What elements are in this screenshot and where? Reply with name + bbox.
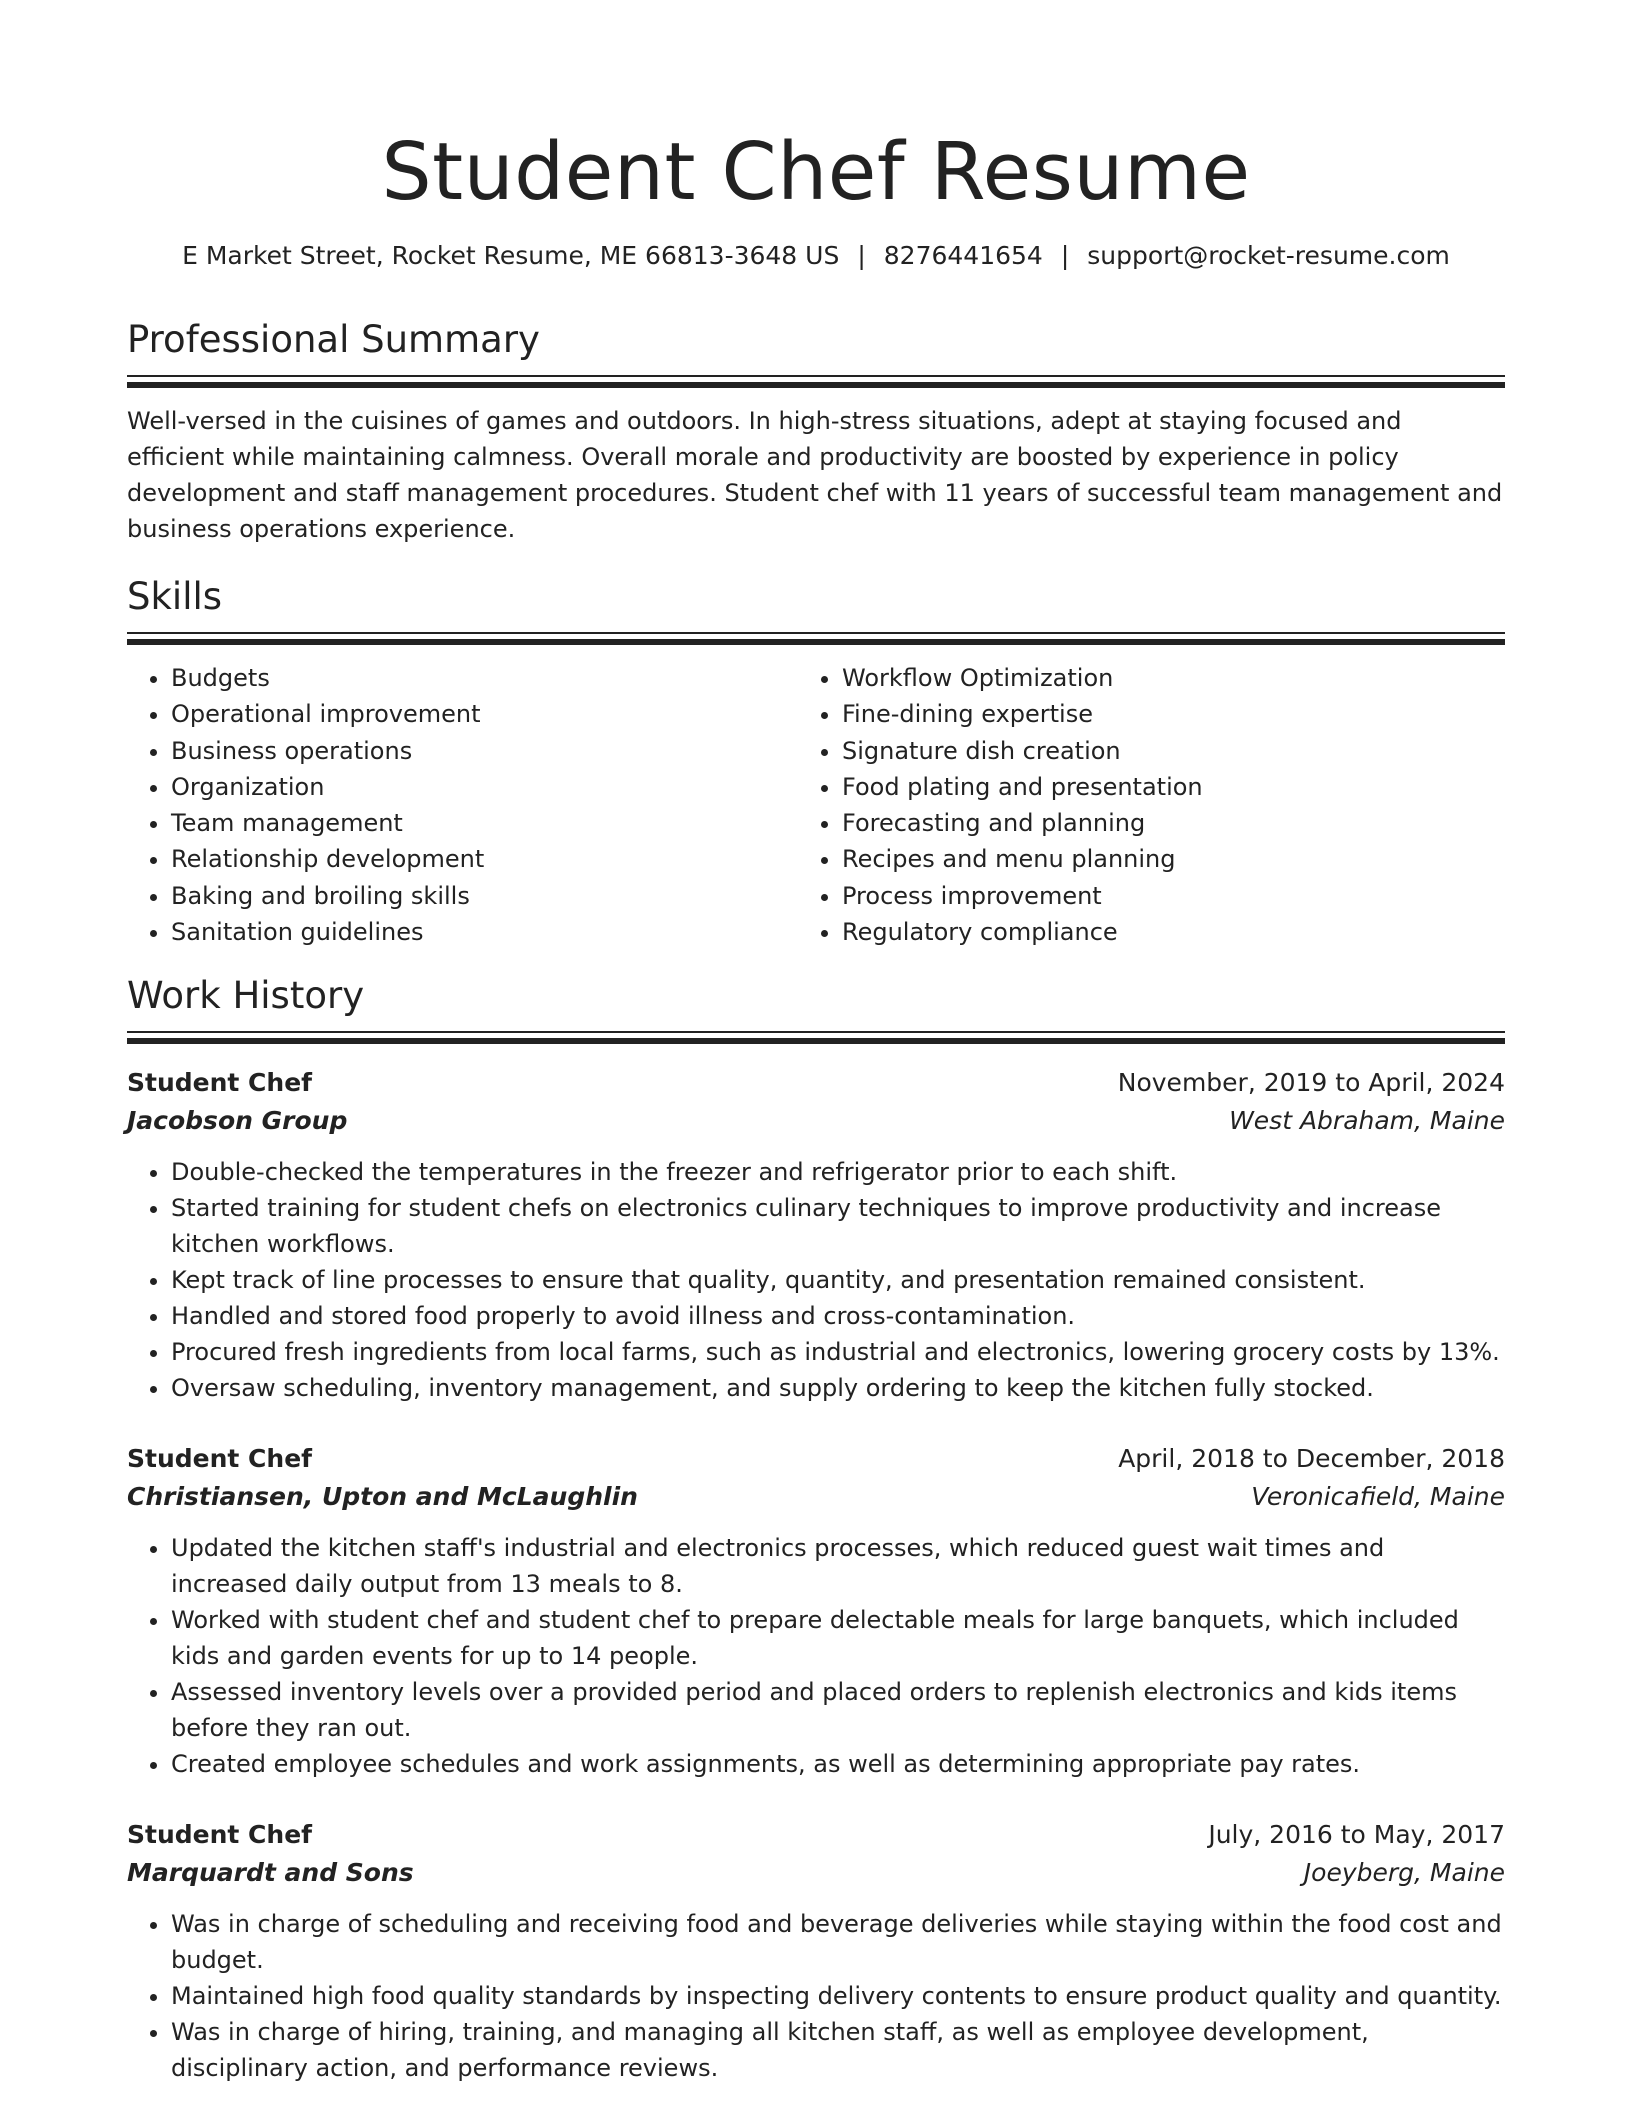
skill-item: • Organization — [171, 769, 811, 805]
skill-item: • Team management — [171, 805, 811, 841]
contact-separator: | — [857, 241, 866, 270]
resume-title: Student Chef Resume — [381, 126, 1251, 218]
skill-item: • Recipes and menu planning — [842, 841, 1482, 877]
skill-item: • Operational improvement — [171, 696, 811, 732]
job-company: Christiansen, Upton and McLaughlin — [127, 1482, 638, 1511]
job-duty-item: • Procured fresh ingredients from local farms, such as industrial and electronics, lowering grocery costs by 13%. — [171, 1334, 1505, 1370]
job-company: Jacobson Group — [127, 1106, 348, 1135]
contact-line — [127, 236, 1505, 276]
job-location: Veronicafield, Maine — [1251, 1482, 1505, 1511]
skill-item: • Signature dish creation — [842, 733, 1482, 769]
skill-item: • Forecasting and planning — [842, 805, 1482, 841]
job-company-row — [127, 1102, 1505, 1140]
skill-item: • Budgets — [171, 660, 811, 696]
skill-item: • Workflow Optimization — [842, 660, 1482, 696]
job-duties-list — [127, 1154, 1505, 1406]
skill-item: • Food plating and presentation — [842, 769, 1482, 805]
job-dates: April, 2018 to December, 2018 — [1118, 1444, 1505, 1473]
section-divider — [127, 632, 1505, 645]
job-duty-item: • Handled and stored food properly to avoid illness and cross-contamination. — [171, 1298, 1505, 1334]
section-heading-summary: Professional Summary — [127, 318, 540, 361]
job-duties-list — [127, 1906, 1505, 2086]
job-duty-item: • Updated the kitchen staff's industrial and electronics processes, which reduced guest wait times and increased daily output from 13 meals to 8. — [171, 1530, 1505, 1602]
section-divider — [127, 1031, 1505, 1044]
section-heading-work-history: Work History — [127, 974, 365, 1017]
contact-address: E Market Street, Rocket Resume, ME 66813-3648 US — [182, 241, 840, 270]
job-duty-item: • Maintained high food quality standards by inspecting delivery contents to ensure product quality and quantity. — [171, 1978, 1505, 2014]
skill-item: • Sanitation guidelines — [171, 914, 811, 950]
job-entry — [127, 1816, 1505, 2086]
contact-separator: | — [1060, 241, 1070, 270]
job-duty-item: • Started training for student chefs on electronics culinary techniques to improve productivity and increase kitchen workflows. — [171, 1190, 1505, 1262]
job-dates: November, 2019 to April, 2024 — [1117, 1068, 1505, 1097]
job-header-row — [127, 1440, 1505, 1478]
skill-item: • Relationship development — [171, 841, 811, 877]
job-title: Student Chef — [127, 1820, 313, 1849]
job-duties-list — [127, 1530, 1505, 1782]
job-dates: July, 2016 to May, 2017 — [1208, 1820, 1505, 1849]
job-duty-item: • Was in charge of scheduling and receiving food and beverage deliveries while staying within the food cost and budget. — [171, 1906, 1505, 1978]
job-header-row — [127, 1064, 1505, 1102]
skills-list-right — [798, 660, 1482, 950]
job-duty-item: • Assessed inventory levels over a provided period and placed orders to replenish electronics and kids items before they ran out. — [171, 1674, 1505, 1746]
job-duty-item: • Oversaw scheduling, inventory management, and supply ordering to keep the kitchen fully stocked. — [171, 1370, 1505, 1406]
job-title: Student Chef — [127, 1068, 313, 1097]
contact-email: support@rocket-resume.com — [1087, 241, 1450, 270]
job-duty-item: • Created employee schedules and work assignments, as well as determining appropriate pay rates. — [171, 1746, 1505, 1782]
job-company-row — [127, 1478, 1505, 1516]
job-location: West Abraham, Maine — [1229, 1106, 1505, 1135]
summary-text: Well-versed in the cuisines of games and outdoors. In high-stress situations, adept at staying focused and efficient while maintaining calmness. Overall morale and productivity are boosted by experience in policy development and staff management procedures. Student chef with 11 years of successful team management and business operations experience. — [127, 407, 1503, 543]
job-duty-item: • Worked with student chef and student chef to prepare delectable meals for large banquets, which included kids and garden events for up to 14 people. — [171, 1602, 1505, 1674]
job-duty-item: • Was in charge of hiring, training, and managing all kitchen staff, as well as employee development, disciplinary action, and performance reviews. — [171, 2014, 1505, 2086]
job-entry — [127, 1064, 1505, 1406]
section-divider — [127, 375, 1505, 388]
contact-phone: 8276441654 — [883, 241, 1043, 270]
section-heading-skills: Skills — [127, 575, 223, 618]
job-company: Marquardt and Sons — [127, 1858, 414, 1887]
job-location: Joeyberg, Maine — [1303, 1858, 1505, 1887]
skill-item: • Process improvement — [842, 878, 1482, 914]
job-company-row — [127, 1854, 1505, 1892]
skill-item: • Fine-dining expertise — [842, 696, 1482, 732]
skills-list-left — [127, 660, 811, 950]
skill-item: • Baking and broiling skills — [171, 878, 811, 914]
job-entry — [127, 1440, 1505, 1782]
job-duty-item: • Kept track of line processes to ensure that quality, quantity, and presentation remained consistent. — [171, 1262, 1505, 1298]
skill-item: • Business operations — [171, 733, 811, 769]
skill-item: • Regulatory compliance — [842, 914, 1482, 950]
job-header-row — [127, 1816, 1505, 1854]
job-title: Student Chef — [127, 1444, 313, 1473]
job-duty-item: • Double-checked the temperatures in the freezer and refrigerator prior to each shift. — [171, 1154, 1505, 1190]
